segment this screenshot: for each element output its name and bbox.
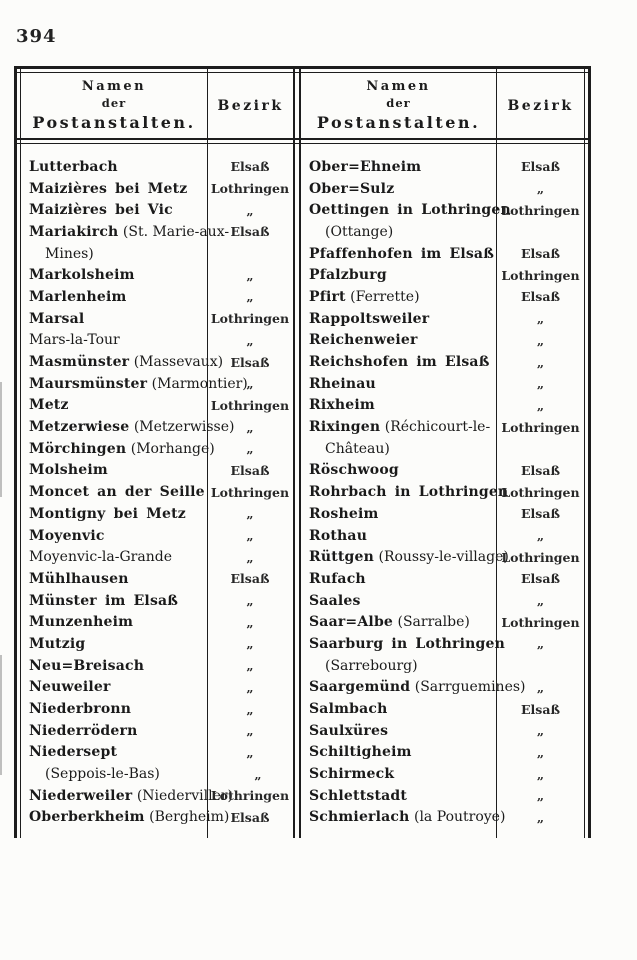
table-row xyxy=(21,546,293,568)
fraktur-script-text: Reichshofen im Elsaß xyxy=(309,354,490,371)
fraktur-script-text: Montigny bei Metz xyxy=(29,505,186,522)
roman-script-text: (Ferrette) xyxy=(350,288,420,305)
roman-script-text: (Réchicourt-le- xyxy=(384,419,491,436)
fraktur-script-text: Mutzig xyxy=(29,635,86,652)
fraktur-script-text: Rüttgen xyxy=(309,549,375,566)
bezirk-value: Elsaß xyxy=(230,571,270,587)
postanstalt-name xyxy=(21,484,207,500)
bezirk-value: Elsaß xyxy=(230,809,270,825)
roman-script-text: Mars-la-Tour xyxy=(29,332,120,349)
table-border-top-thick xyxy=(14,66,591,69)
table-row xyxy=(301,330,584,352)
fraktur-script-text: Rixheim xyxy=(309,397,375,414)
bezirk-value: „ xyxy=(246,267,254,283)
scan-artifact xyxy=(0,655,2,775)
table-row xyxy=(21,264,293,286)
left-header-bezirk: Bezirk xyxy=(217,98,284,114)
header-namen: Namen xyxy=(81,79,147,94)
fraktur-script-text: Pfaffenhofen im Elsaß xyxy=(309,245,495,262)
fraktur-script-text: Schiltigheim xyxy=(309,744,412,761)
fraktur-script-text: Schmierlach xyxy=(309,809,410,826)
table-row xyxy=(21,698,293,720)
table-row xyxy=(301,395,584,417)
postanstalt-name xyxy=(21,658,207,674)
bezirk-value: Elsaß xyxy=(230,224,270,240)
bezirk-value: „ xyxy=(246,723,254,739)
postanstalt-name xyxy=(21,462,207,478)
fraktur-script-text: Mörchingen xyxy=(29,440,127,457)
roman-script-text: (la Poutroye) xyxy=(413,809,506,826)
bezirk-value: Elsaß xyxy=(521,289,560,305)
bezirk-value: Lothringen xyxy=(210,397,290,413)
bezirk-value: „ xyxy=(536,809,545,825)
postanstalt-name xyxy=(21,375,248,392)
postanstalt-name xyxy=(21,679,207,695)
scan-artifact xyxy=(0,382,2,497)
table-row xyxy=(21,633,293,655)
table-row xyxy=(301,590,584,612)
bezirk-value: Elsaß xyxy=(521,159,560,175)
table-border-top-thin xyxy=(14,72,591,73)
roman-script-text: (Sarrebourg) xyxy=(325,657,418,674)
postanstalt-name xyxy=(301,701,497,717)
table-row xyxy=(301,742,584,764)
right-header-bezirk: Bezirk xyxy=(507,98,574,114)
roman-script-text: Moyenvic-la-Grande xyxy=(29,549,172,566)
bezirk-value: „ xyxy=(536,181,545,197)
postanstalt-name xyxy=(21,636,207,652)
postanstalt-name xyxy=(301,593,497,609)
bezirk-value: Lothringen xyxy=(501,202,580,218)
bezirk-value: Elsaß xyxy=(230,159,270,175)
postanstalt-name xyxy=(21,267,207,283)
postanstalt-name xyxy=(21,289,207,305)
roman-script-text: (St. Marie-aux- xyxy=(122,223,230,240)
fraktur-script-text: Maizières bei Metz xyxy=(29,180,188,197)
postanstalt-name xyxy=(21,246,223,262)
bezirk-value: Elsaß xyxy=(521,506,560,522)
bezirk-value: „ xyxy=(536,744,545,760)
postanstalt-name xyxy=(301,744,497,760)
fraktur-script-text: Saargemünd xyxy=(309,679,411,696)
table-row xyxy=(301,243,584,265)
postanstalt-name xyxy=(21,528,207,544)
postanstalt-name xyxy=(301,289,497,305)
postanstalt-name xyxy=(301,159,497,175)
bezirk-value: „ xyxy=(536,788,545,804)
postanstalt-name xyxy=(21,744,207,760)
table-row xyxy=(301,438,584,460)
fraktur-script-text: Maizières bei Vic xyxy=(29,202,173,219)
postanstalt-name xyxy=(21,223,230,240)
fraktur-script-text: Saar=Albe xyxy=(309,614,394,631)
table-row xyxy=(21,330,293,352)
table-row xyxy=(21,525,293,547)
header-der: der xyxy=(101,96,127,110)
roman-script-text: (Niederviller) xyxy=(136,787,234,804)
postanstalt-name xyxy=(301,766,497,782)
postanstalt-name xyxy=(301,419,497,435)
fraktur-script-text: Neuweiler xyxy=(29,679,111,696)
bezirk-value: „ xyxy=(246,332,254,348)
postanstalt-name xyxy=(301,723,497,739)
fraktur-script-text: Maursmünster xyxy=(29,375,148,392)
bezirk-value: „ xyxy=(246,376,254,392)
fraktur-script-text: Metzerwiese xyxy=(29,419,130,436)
table-row xyxy=(21,590,293,612)
table-row xyxy=(301,546,584,568)
postanstalt-name xyxy=(301,397,497,413)
table-row xyxy=(301,525,584,547)
table-row xyxy=(301,308,584,330)
postanstalt-name xyxy=(301,528,497,544)
postanstalt-name xyxy=(301,267,497,283)
fraktur-script-text: Mariakirch xyxy=(29,223,119,240)
postanstalt-name xyxy=(301,202,511,219)
postanstalt-name xyxy=(301,311,497,327)
postanstalt-name xyxy=(301,224,513,240)
postanstalt-name xyxy=(21,787,234,804)
table-row xyxy=(21,438,293,460)
postanstalt-name xyxy=(301,679,526,696)
postanstalt-name xyxy=(21,440,215,457)
postanstalt-name xyxy=(301,809,506,826)
roman-script-text: (Morhange) xyxy=(130,440,215,457)
header-separator-rule-inner xyxy=(14,143,591,144)
postanstalt-name xyxy=(301,506,497,522)
bezirk-value: Lothringen xyxy=(501,614,580,630)
roman-script-text: (Metzerwisse) xyxy=(133,419,235,436)
table-row xyxy=(21,395,293,417)
postanstalt-name xyxy=(21,181,207,197)
postanstalt-name xyxy=(301,635,505,652)
table-row xyxy=(301,156,584,178)
table-row xyxy=(301,481,584,503)
bezirk-value: Lothringen xyxy=(501,419,580,435)
fraktur-script-text: Rixingen xyxy=(309,419,381,436)
bezirk-value: „ xyxy=(536,376,545,392)
postanstalt-name xyxy=(21,506,207,522)
bezirk-value: Lothringen xyxy=(210,484,290,500)
bezirk-value: „ xyxy=(246,441,254,457)
table-border-left-outer xyxy=(14,66,17,838)
fraktur-script-text: Schlettstadt xyxy=(309,787,408,804)
postanstalt-name xyxy=(301,658,513,674)
bezirk-value: „ xyxy=(536,636,545,652)
fraktur-script-text: Oettingen in Lothringen xyxy=(309,202,511,219)
table-row xyxy=(21,178,293,200)
table-row xyxy=(21,807,293,829)
fraktur-script-text: Münster im Elsaß xyxy=(29,592,179,609)
bezirk-value: Lothringen xyxy=(501,267,580,283)
table-row xyxy=(21,416,293,438)
roman-script-text: Château) xyxy=(325,440,390,457)
bezirk-value: Lothringen xyxy=(210,311,290,327)
bezirk-value: „ xyxy=(246,614,254,630)
fraktur-script-text: Rohrbach in Lothringen xyxy=(309,484,509,501)
header-postanstalten: Postanstalten. xyxy=(32,113,196,132)
fraktur-script-text: Niederrödern xyxy=(29,722,138,739)
postanstalt-name xyxy=(21,419,235,436)
postanstalt-name xyxy=(301,571,497,587)
postanstalt-name xyxy=(21,397,207,413)
bezirk-value: „ xyxy=(536,354,545,370)
bezirk-value: „ xyxy=(536,311,545,327)
fraktur-script-text: Marlenheim xyxy=(29,288,127,305)
bezirk-value: „ xyxy=(246,506,254,522)
fraktur-script-text: Rheinau xyxy=(309,375,376,392)
table-row xyxy=(21,785,293,807)
bezirk-value: Lothringen xyxy=(501,484,580,500)
postanstalt-name xyxy=(21,571,207,587)
table-row xyxy=(301,677,584,699)
table-row xyxy=(21,286,293,308)
bezirk-value: „ xyxy=(536,397,545,413)
left-header-names xyxy=(21,79,207,132)
right-column-rows xyxy=(301,148,584,828)
postanstalt-name xyxy=(301,549,509,566)
bezirk-value: „ xyxy=(536,593,545,609)
table-row xyxy=(21,503,293,525)
fraktur-script-text: Molsheim xyxy=(29,462,108,479)
bezirk-value: Elsaß xyxy=(230,354,270,370)
fraktur-script-text: Munzenheim xyxy=(29,614,134,631)
left-column-rows xyxy=(21,148,293,828)
postanstalt-name xyxy=(21,549,207,565)
fraktur-script-text: Saales xyxy=(309,592,361,609)
roman-script-text: (Seppois-le-Bas) xyxy=(45,766,160,783)
table-row xyxy=(301,568,584,590)
bezirk-value: „ xyxy=(246,701,254,717)
roman-script-text: (Sarralbe) xyxy=(397,614,470,631)
bezirk-value: „ xyxy=(246,419,254,435)
fraktur-script-text: Pfalzburg xyxy=(309,267,387,284)
postanstalt-name xyxy=(21,809,230,826)
bezirk-value: Elsaß xyxy=(521,462,560,478)
table-row xyxy=(301,373,584,395)
table-row xyxy=(21,742,293,764)
table-row xyxy=(301,720,584,742)
fraktur-script-text: Metz xyxy=(29,397,69,414)
postanstalt-name xyxy=(21,159,207,175)
bezirk-value: Lothringen xyxy=(210,181,290,197)
bezirk-value: „ xyxy=(246,593,254,609)
fraktur-script-text: Rappoltsweiler xyxy=(309,310,430,327)
post-stations-table xyxy=(14,66,591,838)
table-row xyxy=(301,655,584,677)
fraktur-script-text: Neu=Breisach xyxy=(29,657,145,674)
table-row xyxy=(301,503,584,525)
fraktur-script-text: Saarburg in Lothringen xyxy=(309,635,505,652)
fraktur-script-text: Mühlhausen xyxy=(29,570,129,587)
fraktur-script-text: Lutterbach xyxy=(29,158,118,175)
fraktur-script-text: Reichenweier xyxy=(309,332,418,349)
table-row xyxy=(301,199,584,221)
fraktur-script-text: Rufach xyxy=(309,570,366,587)
table-row xyxy=(21,156,293,178)
bezirk-value: „ xyxy=(246,636,254,652)
table-row xyxy=(21,611,293,633)
postanstalt-name xyxy=(301,788,497,804)
bezirk-value: „ xyxy=(246,658,254,674)
fraktur-script-text: Ober=Sulz xyxy=(309,180,395,197)
fraktur-script-text: Niedersept xyxy=(29,744,118,761)
page-number: 394 xyxy=(16,26,57,47)
postanstalt-name xyxy=(21,614,207,630)
table-row xyxy=(21,568,293,590)
table-row xyxy=(21,199,293,221)
postanstalt-name xyxy=(21,332,207,348)
bezirk-value: „ xyxy=(246,289,254,305)
bezirk-value: Elsaß xyxy=(230,462,270,478)
header-namen: Namen xyxy=(366,79,431,94)
table-row xyxy=(21,460,293,482)
roman-script-text: (Sarrguemines) xyxy=(414,679,526,696)
fraktur-script-text: Salmbach xyxy=(309,701,388,718)
table-row xyxy=(21,763,293,785)
fraktur-script-text: Röschwoog xyxy=(309,462,399,479)
roman-script-text: (Massevaux) xyxy=(133,354,224,371)
bezirk-value: „ xyxy=(536,723,545,739)
roman-script-text: (Ottange) xyxy=(325,223,394,240)
table-row xyxy=(301,611,584,633)
bezirk-value: „ xyxy=(536,332,545,348)
postanstalt-name xyxy=(301,376,497,392)
table-row xyxy=(21,655,293,677)
table-row xyxy=(21,308,293,330)
bezirk-value: „ xyxy=(246,202,254,218)
header-der: der xyxy=(386,96,411,110)
postanstalt-name xyxy=(301,354,497,370)
table-row xyxy=(301,286,584,308)
bezirk-value: „ xyxy=(246,744,254,760)
postanstalt-name xyxy=(21,202,207,218)
table-row xyxy=(301,178,584,200)
fraktur-script-text: Pfirt xyxy=(309,288,346,305)
postanstalt-name xyxy=(301,614,497,630)
bezirk-value: „ xyxy=(246,549,254,565)
table-row xyxy=(301,221,584,243)
fraktur-script-text: Rosheim xyxy=(309,505,379,522)
fraktur-script-text: Schirmeck xyxy=(309,766,395,783)
table-row xyxy=(301,807,584,829)
postanstalt-name xyxy=(301,462,497,478)
bezirk-value: „ xyxy=(536,679,545,695)
header-separator-rule-outer xyxy=(14,138,591,140)
table-row xyxy=(21,481,293,503)
fraktur-script-text: Ober=Ehneim xyxy=(309,158,422,175)
table-row xyxy=(301,785,584,807)
table-row xyxy=(301,351,584,373)
table-row xyxy=(21,720,293,742)
fraktur-script-text: Niederbronn xyxy=(29,701,132,718)
right-header-names xyxy=(301,79,496,132)
postanstalt-name xyxy=(21,766,223,782)
fraktur-script-text: Niederweiler xyxy=(29,787,133,804)
fraktur-script-text: Moncet an der Seille xyxy=(29,484,205,501)
postanstalt-name xyxy=(21,701,207,717)
fraktur-script-text: Saulxüres xyxy=(309,722,389,739)
table-row xyxy=(301,460,584,482)
table-row xyxy=(301,264,584,286)
bezirk-value: Lothringen xyxy=(501,549,580,565)
fraktur-script-text: Moyenvic xyxy=(29,527,105,544)
table-row xyxy=(301,698,584,720)
bezirk-value: Lothringen xyxy=(210,788,290,804)
table-row xyxy=(21,243,293,265)
bezirk-value: Elsaß xyxy=(521,701,560,717)
bezirk-value: „ xyxy=(246,528,254,544)
postanstalt-name xyxy=(301,246,497,262)
postanstalt-name xyxy=(301,181,497,197)
fraktur-script-text: Marsal xyxy=(29,310,85,327)
table-row xyxy=(301,763,584,785)
table-row xyxy=(301,633,584,655)
center-divider-outer xyxy=(293,66,295,838)
table-row xyxy=(21,221,293,243)
fraktur-script-text: Markolsheim xyxy=(29,267,135,284)
postanstalt-name xyxy=(21,311,207,327)
table-row xyxy=(21,677,293,699)
table-row xyxy=(21,351,293,373)
fraktur-script-text: Masmünster xyxy=(29,354,130,371)
table-row xyxy=(301,416,584,438)
bezirk-value: „ xyxy=(246,679,254,695)
bezirk-value: „ xyxy=(536,528,545,544)
table-border-right-inner xyxy=(584,66,585,838)
roman-script-text: (Marmontier) xyxy=(151,375,248,392)
roman-script-text: (Roussy-le-village) xyxy=(378,549,509,566)
postanstalt-name xyxy=(21,723,207,739)
fraktur-script-text: Oberberkheim xyxy=(29,809,145,826)
postanstalt-name xyxy=(301,484,509,501)
bezirk-value: „ xyxy=(536,766,545,782)
header-postanstalten: Postanstalten. xyxy=(316,113,481,132)
table-border-right-outer xyxy=(588,66,591,838)
fraktur-script-text: Rothau xyxy=(309,527,368,544)
postanstalt-name xyxy=(21,354,224,371)
bezirk-value: Elsaß xyxy=(521,571,560,587)
bezirk-value: „ xyxy=(254,766,262,782)
roman-script-text: Mines) xyxy=(45,245,94,262)
roman-script-text: (Bergheim) xyxy=(149,809,230,826)
postanstalt-name xyxy=(301,441,513,457)
bezirk-value: Elsaß xyxy=(521,246,560,262)
table-row xyxy=(21,373,293,395)
postanstalt-name xyxy=(301,332,497,348)
postanstalt-name xyxy=(21,593,207,609)
